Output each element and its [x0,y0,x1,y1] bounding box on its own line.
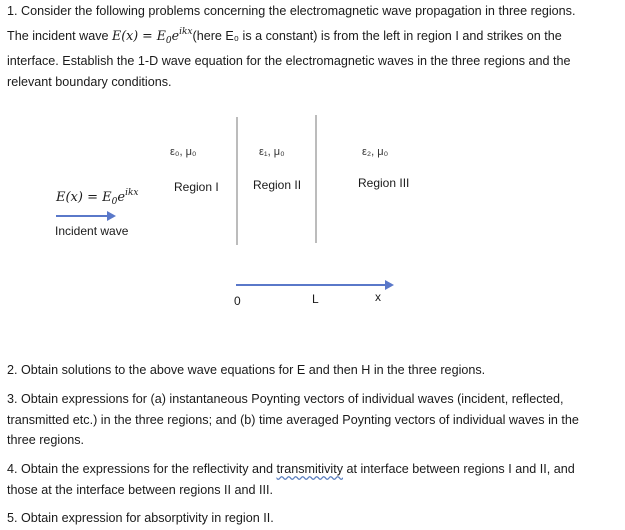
spellcheck-word: transmitivity [276,462,343,476]
problem-line-2 [7,22,621,52]
x-axis-arrow-head-icon [385,280,394,290]
incident-equation-base: e [117,190,126,205]
equation-exponent: ikx [179,26,193,37]
incident-equation-subscript: 0 [111,197,118,207]
axis-L-label: L [312,292,319,306]
incident-equation-exponent: ikx [125,188,139,198]
axis-origin-label: 0 [234,294,241,308]
region-2-label: Region II [253,178,302,192]
region-1-parameters: ε₀, μ₀ [170,146,197,158]
x-axis-line [236,284,386,286]
question-3 [7,389,621,451]
equation-exponential-base: e [171,27,180,43]
question-3-line-2: transmitted etc.) in the three regions; and (b) time averaged Poynting vectors of individual waves in the [7,412,579,427]
question-2 [7,360,621,381]
incident-wave-equation [112,26,193,46]
question-5-text: 5. Obtain expression for absorptivity in region II. [7,511,274,525]
question-4-line-2: those at the interface between regions II and III. [7,482,274,497]
interface-line-x0 [236,117,238,245]
region-1-label: Region I [174,180,219,194]
question-3-line-1: 3. Obtain expressions for (a) instantaneous Poynting vectors of individual waves (incident, reflected, [7,392,564,406]
equation-lhs: E(x) = E [112,27,166,43]
problem-line-1: 1. Consider the following problems concerning the electromagnetic wave propagation in three regions. [7,4,576,18]
interface-line-xL [315,115,317,243]
question-4-line-1-pre: 4. Obtain the expressions for the reflectivity and [7,462,277,476]
problem-line-4: relevant boundary conditions. [7,74,172,89]
question-4-line-1 [7,459,621,480]
region-2-parameters: ε₁, μ₀ [259,146,285,158]
problem-line-2-post: (here E₀ is a constant) is from the left in region I and strikes on the [192,28,562,43]
region-3-label: Region III [358,176,410,190]
question-4-line-1-post: at interface between regions I and II, and [343,462,575,476]
question-5 [7,508,621,529]
region-3-parameters: ε₂, μ₀ [362,146,389,158]
equation-subscript: 0 [165,35,172,46]
incident-wave-label: Incident wave [55,224,129,238]
question-3-line-3: three regions. [7,433,85,447]
question-4 [7,459,621,500]
question-2-text: 2. Obtain solutions to the above wave equations for E and then H in the three regions. [7,363,486,377]
axis-x-label: x [375,290,381,304]
problem-line-2-pre: The incident wave [7,28,113,43]
incident-arrow-line [56,215,108,217]
incident-equation-label [56,188,138,207]
incident-equation-lhs: E(x) = E [56,190,112,205]
problem-statement [7,1,621,92]
incident-arrow-head-icon [107,211,116,221]
problem-line-3: interface. Establish the 1-D wave equation for the electromagnetic waves in the three regions and the [7,54,571,68]
